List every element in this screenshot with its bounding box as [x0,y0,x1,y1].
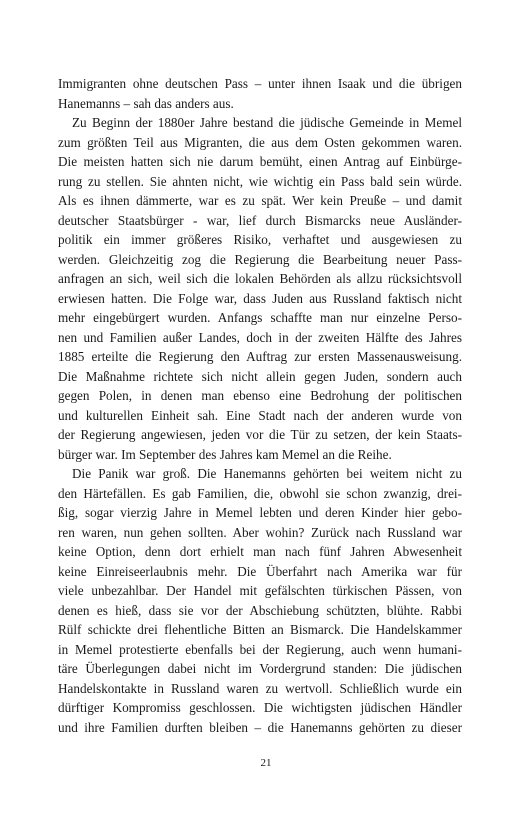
text-line: dürftiger Kompromiss geschlossen. Die wichtigsten jüdischen Händler [58,700,462,715]
text-line: in Memel protestierte ebenfalls bei der Regierung, auch wenn humani- [58,641,462,657]
text-line: politik ein immer größeres Risiko, verhaftet und ausgewiesen zu [58,232,462,247]
text-line: Zu Beginn der 1880er Jahre bestand die jüdische Gemeinde in Memel [72,115,462,130]
text-line: mehr eingebürgert wurden. Anfangs schaffte man nur einzelne Perso- [58,310,462,325]
text-line: Die Panik war groß. Die Hanemanns gehörten bei weitem nicht zu [72,466,462,481]
text-line: Immigranten ohne deutschen Pass – unter ihnen Isaak und die übrigen [58,76,462,91]
text-line: werden. Gleichzeitig zog die Regierung die Bearbeitung neuer Pass- [58,251,462,267]
text-line: bürger war. Im September des Jahres kam Memel an die Reihe. [58,446,392,462]
text-line: keine Einreiseerlaubnis mehr. Die Überfahrt nach Amerika war für [58,563,462,579]
text-line: den Härtefällen. Es gab Familien, die, obwohl sie schon zwanzig, drei- [58,485,462,501]
body-text [58,74,462,737]
text-line: Die Maßnahme richtete sich nicht allein gegen Juden, sondern auch [58,368,462,384]
text-line: rung zu stellen. Sie ahnten nicht, wie wichtig ein Pass bald sein würde. [58,173,462,189]
text-line: viele unbezahlbar. Der Handel mit gefälschten türkischen Pässen, von [58,583,462,598]
text-line: ßig, sogar vierzig Jahre in Memel lebten und deren Kinder hier gebo- [58,505,462,520]
page-number: 21 [260,757,272,769]
text-line: 1885 erteilte die Regierung den Auftrag zur ersten Massenausweisung. [58,349,462,364]
text-line: Handelskontakte in Russland waren zu wertvoll. Schließlich wurde ein [58,680,462,696]
text-line: und ihre Familien durften bleiben – die Hanemanns gehörten zu dieser [58,719,462,735]
text-line: erwiesen hatten. Die Folge war, dass Juden aus Russland faktisch nicht [58,290,462,306]
text-line: Rülf schickte drei flehentliche Bitten an Bismarck. Die Handelskammer [58,622,462,637]
text-line: keine Option, denn dort erhielt man nach fünf Jahren Abwesenheit [58,544,462,559]
text-line: täre Überlegungen dabei nicht im Vordergrund standen: Die jüdischen [58,661,462,676]
text-line: anfragen an sich, weil sich die lokalen Behörden als allzu rücksichtsvoll [58,271,462,286]
text-line: zum größten Teil aus Migranten, die aus dem Osten gekommen waren. [58,134,462,150]
text-line: der Regierung angewiesen, jeden vor die Tür zu setzen, der kein Staats- [58,427,462,442]
text-line: Die meisten hatten sich nie darum bemüht, einen Antrag auf Einbürge- [58,154,462,169]
text-line: Hanemanns – sah das anders aus. [58,95,234,111]
text-line: Als es ihnen dämmerte, war es zu spät. Wer kein Preuße – und damit [58,193,462,208]
text-line: gegen Polen, in denen man ebenso eine Bedrohung der politischen [58,388,462,403]
text-line: deutscher Staatsbürger - war, lief durch Bismarcks neue Ausländer- [58,212,462,228]
text-line: denen es hieß, dass sie vor der Abschiebung schützten, blühte. Rabbi [58,602,462,618]
text-line: ren waren, nun gehen sollten. Aber wohin? Zurück nach Russland war [58,524,462,540]
text-line: nen und Familien außer Landes, doch in der zweiten Hälfte des Jahres [58,329,462,345]
text-line: und kulturellen Einheit sah. Eine Stadt nach der anderen wurde von [58,407,462,423]
